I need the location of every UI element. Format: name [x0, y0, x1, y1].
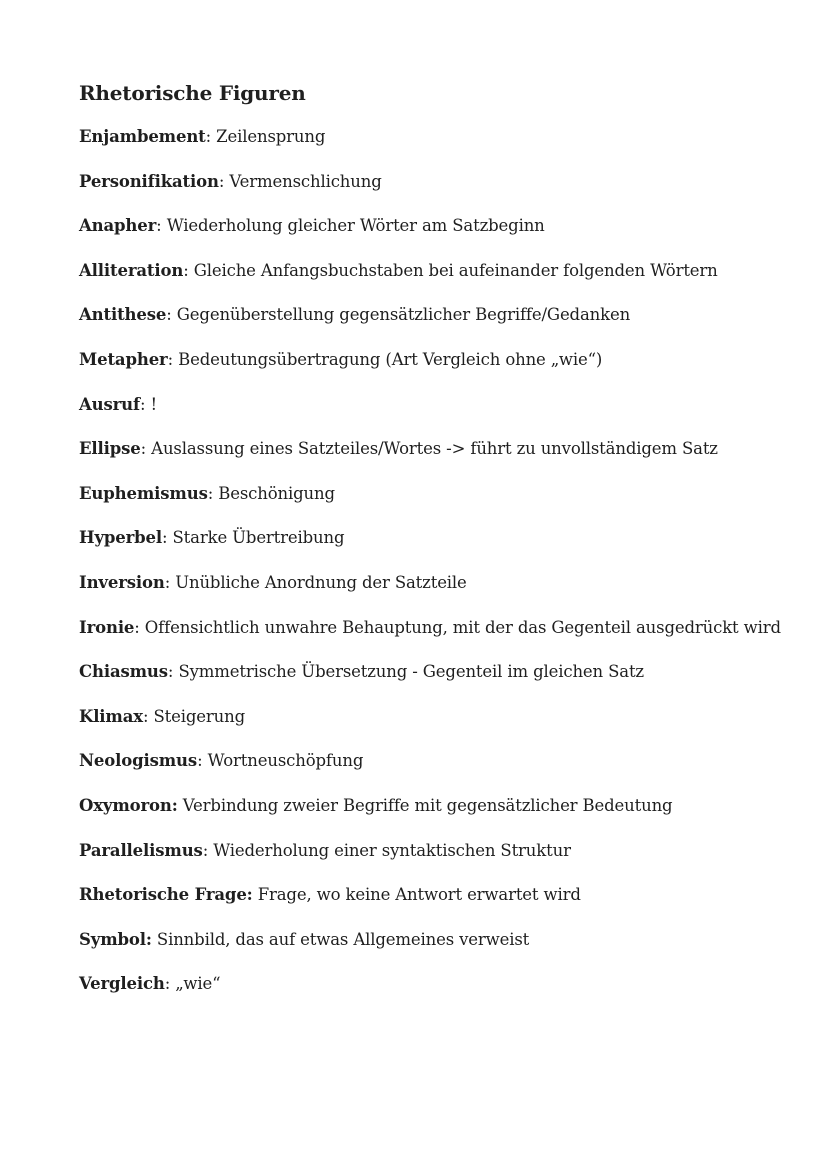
term-name: Antithese [79, 305, 167, 325]
term-definition: Beschönigung [213, 483, 335, 503]
term-separator: : [164, 572, 171, 592]
term-name: Metapher [79, 349, 168, 369]
term-name: Symbol: [79, 929, 152, 949]
term-separator: : [205, 127, 212, 146]
term-definition: Starke Übertreibung [167, 528, 345, 548]
term-separator: : [167, 349, 174, 369]
page-title: Rhetorische Figuren [79, 81, 306, 105]
term-definition: Verbindung zweier Begriffe mit gegensätzlicher Bedeutung [177, 795, 673, 815]
term-item [79, 883, 809, 928]
term-separator: : [162, 528, 168, 548]
term-separator: : [197, 751, 203, 771]
term-definition: Symmetrische Übersetzung - Gegenteil im gleichen Satz [173, 662, 644, 682]
term-name: Ironie [79, 617, 135, 637]
document-page [79, 78, 809, 1017]
term-item [79, 482, 809, 527]
term-name: Parallelismus [79, 840, 203, 860]
term-name: Oxymoron: [79, 795, 178, 815]
term-item [79, 303, 809, 348]
term-name: Personifikation [79, 171, 219, 191]
term-item [79, 214, 809, 259]
term-definition: Steigerung [148, 706, 245, 726]
term-name: Enjambement [79, 127, 206, 146]
term-item [79, 348, 809, 393]
term-definition: Bedeutungsübertragung (Art Vergleich ohne „wie“) [173, 349, 603, 369]
term-separator: : [167, 662, 174, 682]
term-definition: Frage, wo keine Antwort erwartet wird [252, 885, 581, 905]
term-separator: : [202, 840, 209, 860]
term-separator: : [164, 974, 171, 994]
term-definition: ! [145, 394, 157, 414]
term-definition: Wiederholung einer syntaktischen Struktur [208, 840, 571, 860]
term-name: Ellipse [79, 439, 141, 459]
term-separator: : [218, 171, 225, 191]
term-name: Euphemismus [79, 483, 208, 503]
term-definition: Wiederholung gleicher Wörter am Satzbeginn [161, 216, 545, 236]
term-separator: : [156, 216, 162, 236]
term-definition: Wortneuschöpfung [202, 751, 364, 771]
term-name: Vergleich [79, 974, 165, 994]
term-name: Anapher [79, 216, 157, 236]
term-list [79, 125, 809, 1017]
term-item [79, 928, 809, 973]
term-name: Klimax [79, 706, 143, 726]
term-name: Chiasmus [79, 662, 168, 682]
term-name: Hyperbel [79, 528, 163, 548]
term-name: Neologismus [79, 751, 198, 771]
term-item [79, 749, 809, 794]
term-item [79, 839, 809, 884]
term-definition: Gleiche Anfangsbuchstaben bei aufeinander folgenden Wörtern [188, 260, 718, 280]
term-definition: Offensichtlich unwahre Behauptung, mit der das Gegenteil ausgedrückt wird [139, 617, 781, 637]
term-item [79, 125, 809, 170]
term-item [79, 571, 809, 616]
term-separator: : [207, 483, 214, 503]
term-definition: Unübliche Anordnung der Satzteile [170, 572, 467, 592]
term-definition: „wie“ [170, 974, 221, 994]
term-definition: Vermenschlichung [224, 171, 382, 191]
term-name: Rhetorische Frage: [79, 885, 253, 905]
term-separator: : [139, 394, 146, 414]
term-item [79, 393, 809, 438]
term-definition: Auslassung eines Satzteiles/Wortes -> führt zu unvollständigem Satz [146, 439, 718, 459]
term-separator: : [183, 260, 189, 280]
term-name: Inversion [79, 572, 165, 592]
term-name: Ausruf [79, 394, 140, 414]
term-item [79, 437, 809, 482]
term-separator: : [166, 305, 172, 325]
term-item [79, 972, 809, 1017]
term-item [79, 526, 809, 571]
term-item [79, 616, 809, 661]
term-definition: Zeilensprung [211, 127, 326, 146]
term-separator: : [142, 706, 149, 726]
term-item [79, 170, 809, 215]
term-item [79, 259, 809, 304]
term-item [79, 705, 809, 750]
term-definition: Sinnbild, das auf etwas Allgemeines verweist [151, 929, 530, 949]
term-item [79, 794, 809, 839]
term-separator: : [134, 617, 140, 637]
term-item [79, 660, 809, 705]
term-definition: Gegenüberstellung gegensätzlicher Begriffe/Gedanken [171, 305, 631, 325]
term-separator: : [140, 439, 147, 459]
term-name: Alliteration [79, 260, 184, 280]
